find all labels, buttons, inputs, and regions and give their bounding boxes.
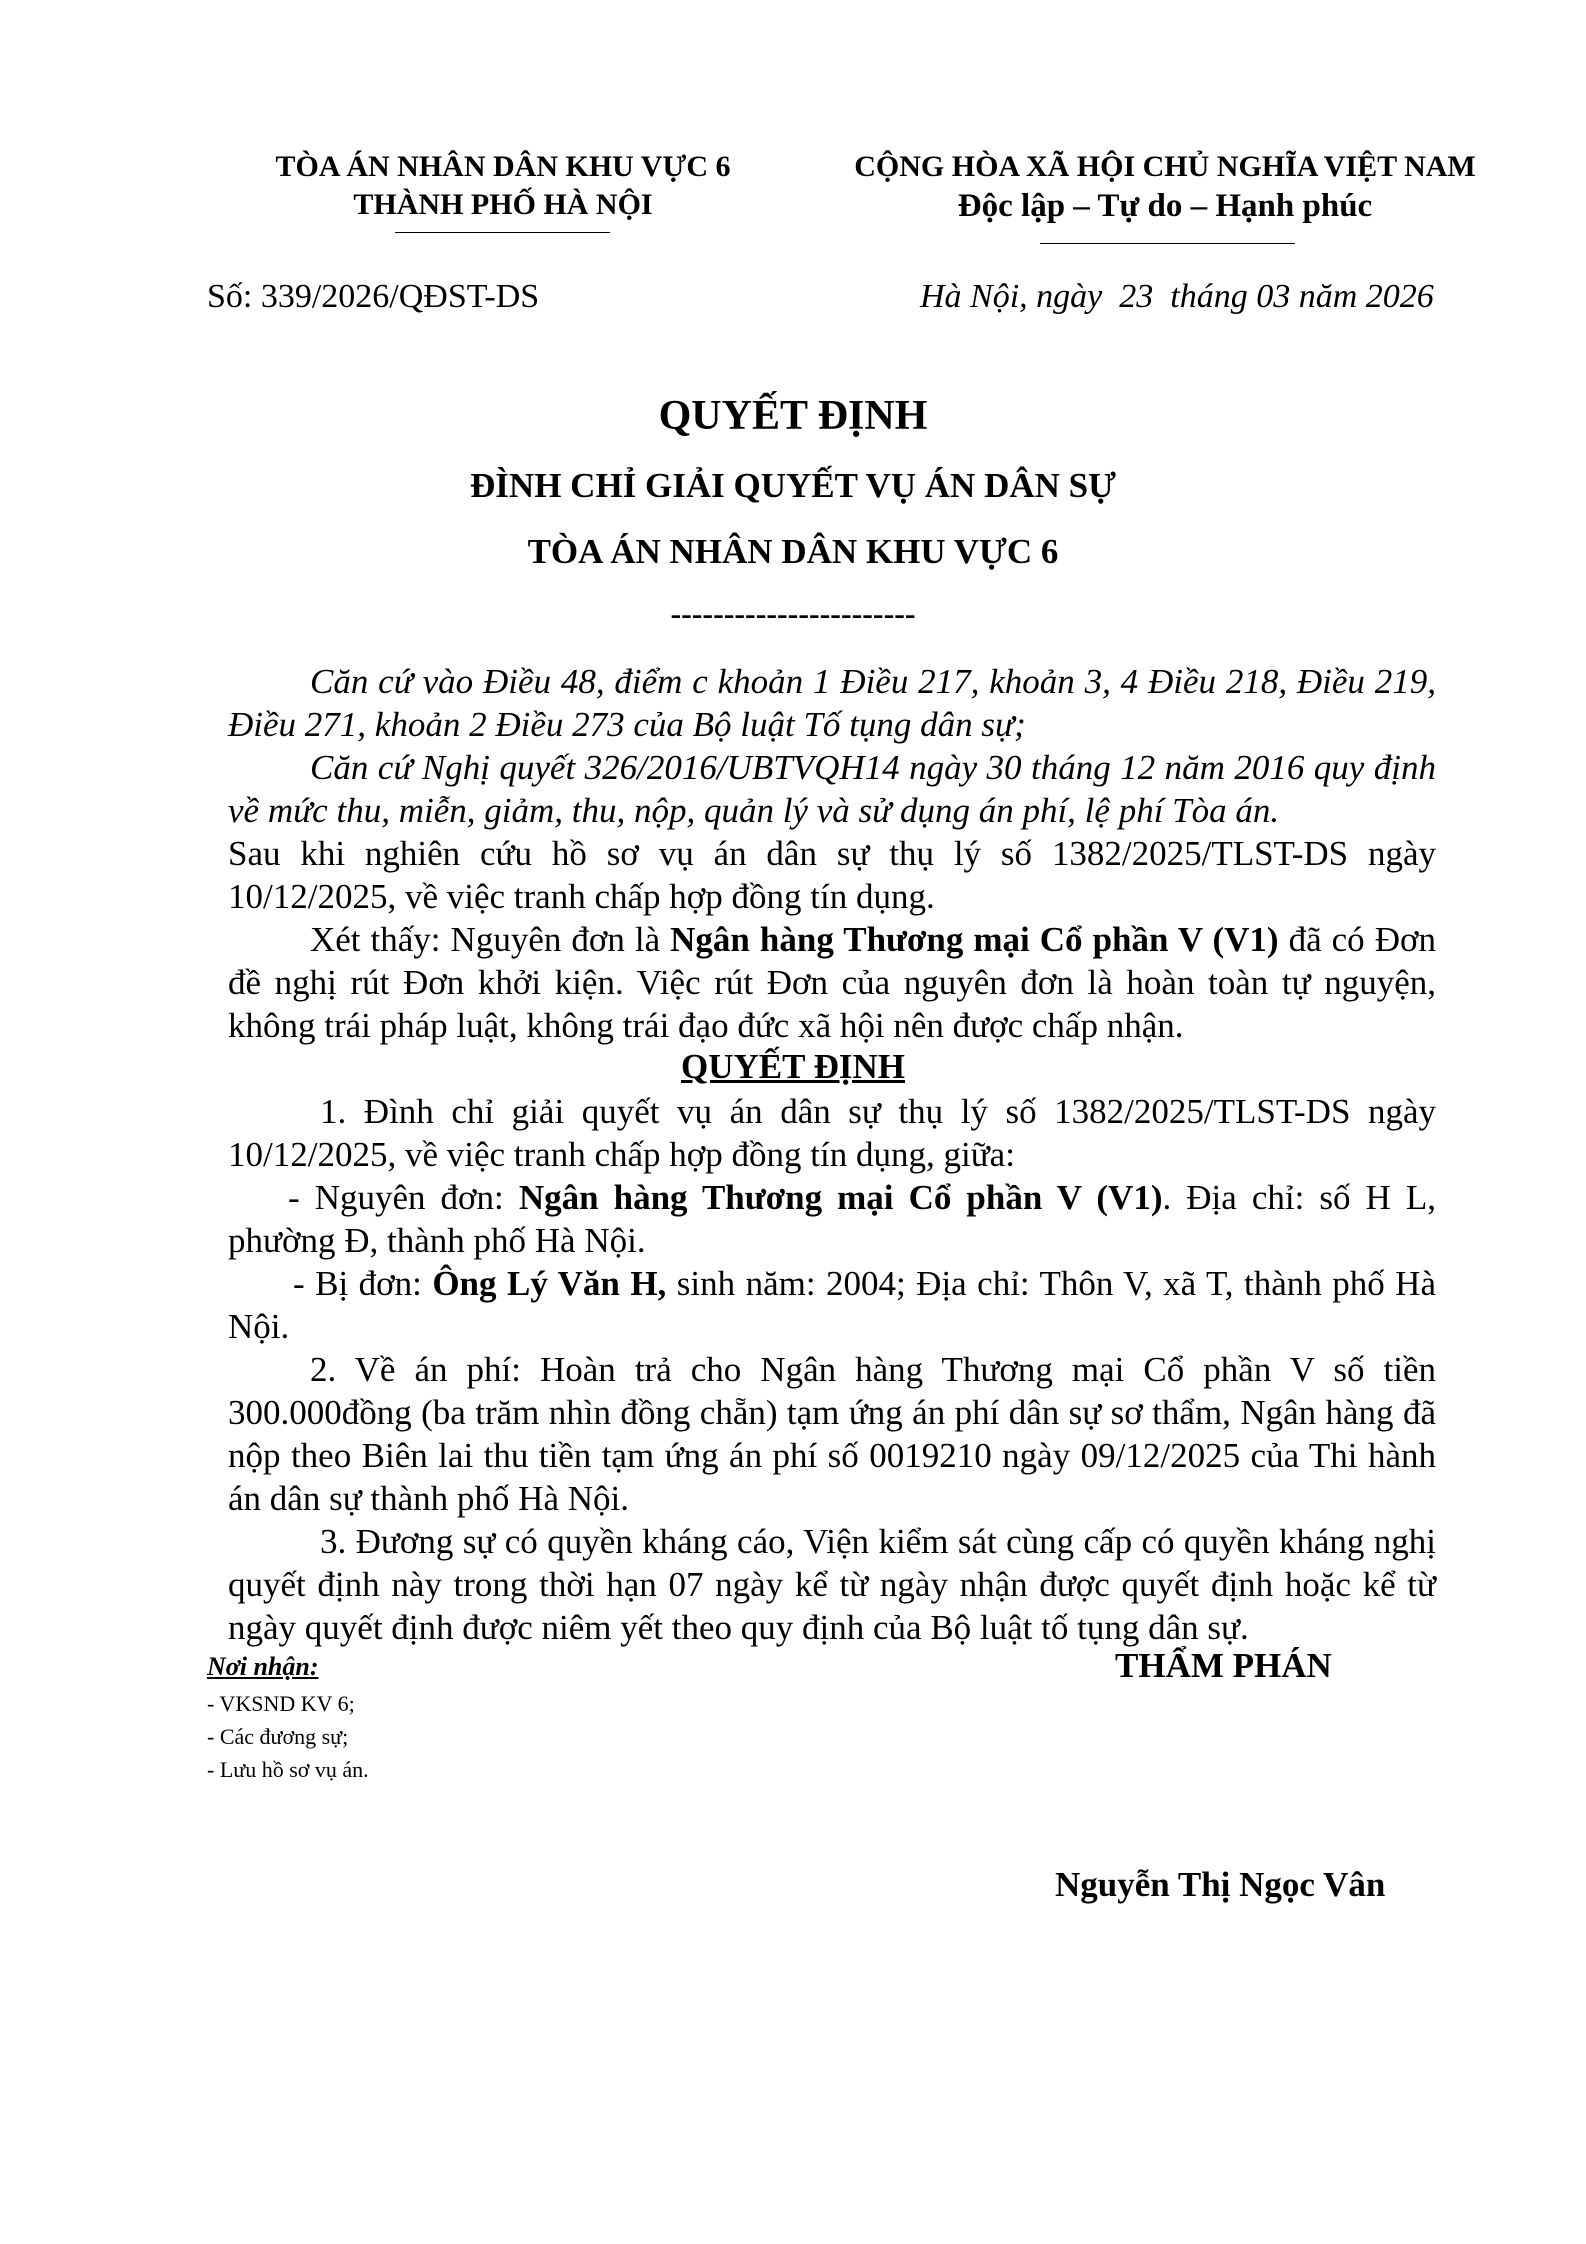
judge-role: THẨM PHÁN	[1115, 1646, 1332, 1685]
decision-heading: QUYẾT ĐỊNH	[681, 1047, 905, 1086]
title-court: TÒA ÁN NHÂN DÂN KHU VỰC 6	[527, 532, 1059, 571]
court-name: TÒA ÁN NHÂN DÂN KHU VỰC 6	[275, 150, 731, 183]
basis-paragraph-3: Sau khi nghiên cứu hồ sơ vụ án dân sự thụ lý số 1382/2025/TLST-DS ngày 10/12/2025, về việc tranh chấp hợp đồng tín dụng.	[228, 834, 1436, 916]
document-number: Số: 339/2026/QĐST-DS	[207, 278, 540, 315]
place-date: Hà Nội, ngày 23 tháng 03 năm 2026	[920, 278, 1434, 315]
findings-paragraph: Xét thấy: Nguyên đơn là Ngân hàng Thương mại Cổ phần V (V1) đã có Đơn đề nghị rút Đơn khởi kiện. Việc rút Đơn của nguyên đơn là hoàn toàn tự nguyện, không trái pháp luật, không trái đạo đức xã hội nên được chấp nhận.	[228, 920, 1436, 1045]
basis-paragraph-2: Căn cứ Nghị quyết 326/2016/UBTVQH14 ngày 30 tháng 12 năm 2016 quy định về mức thu, miễn, giảm, thu, nộp, quản lý và sử dụng án phí, lệ phí Tòa án.	[228, 748, 1436, 830]
court-underline	[395, 232, 610, 233]
defendant-name: Ông Lý Văn H,	[432, 1264, 667, 1303]
decision-item-1: 1. Đình chỉ giải quyết vụ án dân sự thụ lý số 1382/2025/TLST-DS ngày 10/12/2025, về việc tranh chấp hợp đồng tín dụng, giữa:	[228, 1092, 1436, 1174]
court-city: THÀNH PHỐ HÀ NỘI	[353, 188, 653, 221]
title-main: QUYẾT ĐỊNH	[658, 393, 928, 439]
plaintiff-line: - Nguyên đơn: Ngân hàng Thương mại Cổ phần V (V1). Địa chỉ: số H L, phường Đ, thành phố Hà Nội.	[228, 1178, 1436, 1260]
decision-item-3: 3. Đương sự có quyền kháng cáo, Viện kiểm sát cùng cấp có quyền kháng nghị quyết định này trong thời hạn 07 ngày kể từ ngày nhận được quyết định hoặc kể từ ngày quyết định được niêm yết theo quy định của Bộ luật tố tụng dân sự.	[228, 1522, 1436, 1647]
plaintiff-name-2: Ngân hàng Thương mại Cổ phần V (V1)	[518, 1178, 1163, 1217]
nation-motto: Độc lập – Tự do – Hạnh phúc	[957, 188, 1373, 224]
title-sub: ĐÌNH CHỈ GIẢI QUYẾT VỤ ÁN DÂN SỰ	[470, 466, 1116, 505]
plaintiff-name: Ngân hàng Thương mại Cổ phần V (V1)	[670, 920, 1279, 959]
recipient-item: - Lưu hồ sơ vụ án.	[207, 1757, 369, 1782]
nation-name: CỘNG HÒA XÃ HỘI CHỦ NGHĨA VIỆT NAM	[854, 150, 1476, 183]
title-dashes: -----------------------	[670, 595, 916, 631]
decision-item-2: 2. Về án phí: Hoàn trả cho Ngân hàng Thương mại Cổ phần V số tiền 300.000đồng (ba trăm nhìn đồng chẵn) tạm ứng án phí dân sự sơ thẩm, Ngân hàng đã nộp theo Biên lai thu tiền tạm ứng án phí số 0019210 ngày 09/12/2025 của Thi hành án dân sự thành phố Hà Nội.	[228, 1350, 1436, 1518]
motto-underline	[1040, 243, 1295, 244]
basis-paragraph-1: Căn cứ vào Điều 48, điểm c khoản 1 Điều 217, khoản 3, 4 Điều 218, Điều 219, Điều 271, khoản 2 Điều 273 của Bộ luật Tố tụng dân sự;	[228, 662, 1436, 744]
judge-name: Nguyễn Thị Ngọc Vân	[1055, 1865, 1386, 1904]
recipients-heading: Nơi nhận:	[207, 1652, 319, 1681]
defendant-line: - Bị đơn: Ông Lý Văn H, sinh năm: 2004; Địa chỉ: Thôn V, xã T, thành phố Hà Nội.	[228, 1264, 1436, 1346]
recipient-item: - Các đương sự;	[207, 1724, 349, 1749]
recipient-item: - VKSND KV 6;	[207, 1691, 355, 1716]
